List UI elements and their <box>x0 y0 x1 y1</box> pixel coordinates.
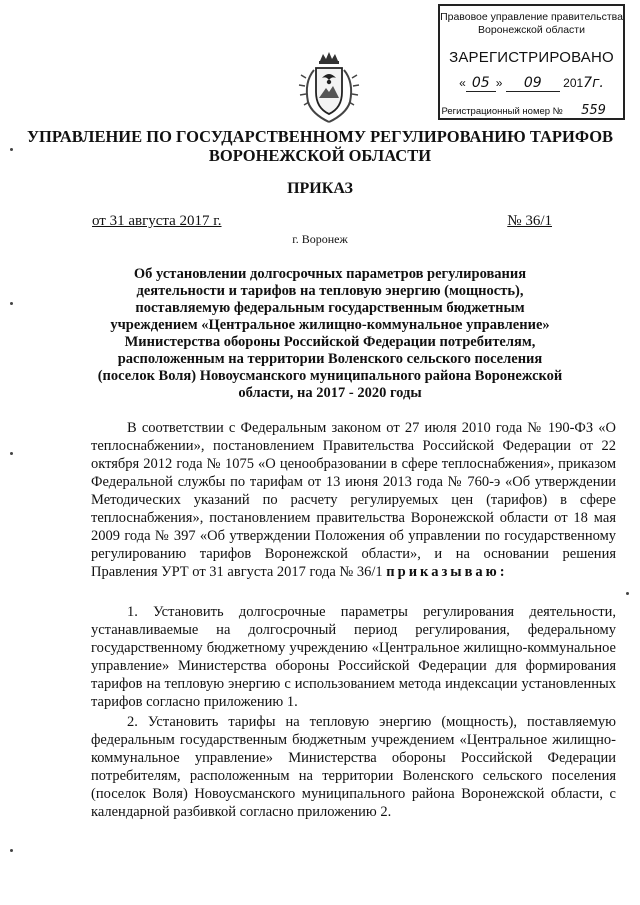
preamble-text: В соответствии с Федеральным законом от 27 июля 2010 года № 190-ФЗ «О теплоснабжении», постановлением Правительства Российской Федерации от 22 октября 2012 года № 1075 «О ценообразовании в сфере теплоснабжения», приказом Федеральной службы по тарифам от 13 июня 2013 года № 760-э «Об утверждении Методических указаний по расчету регулируемых цен (тарифов) в сфере теплоснабжения», постановлением правительства Воронежской области от 18 мая 2009 года № 397 «Об утверждении Положения об управлении по государственному регулированию тарифов Воронежской области», и на основании решения Правления УРТ от 31 августа 2017 года № 36/1 <box>91 420 616 580</box>
stamp-month: 09 <box>506 75 560 92</box>
order-item-1: 1. Установить долгосрочные параметры регулирования деятельности, устанавливаемые на долгосрочный период регулирования, федеральному государственному бюджетному учреждению «Центральное жилищно-коммунальное управление» Министерства обороны Российской Федерации для формирования тарифов на тепловую энергию с использованием метода индексации установленных тарифов согласно приложению 1. <box>91 604 616 710</box>
document-type: ПРИКАЗ <box>287 180 353 197</box>
order-item-2: 2. Установить тарифы на тепловую энергию (мощность), поставляемую федеральным государственным бюджетным учреждением «Центральное жилищно-коммунальное управление» Министерства обороны Российской Федерации потребителям, расположенным на территории Воленского сельского поселения (поселок Воля) Новоусманского муниципального района Воронежской области, с календарной разбивкой согласно приложению 2. <box>91 714 616 820</box>
scan-speck <box>10 452 13 455</box>
scan-speck <box>626 592 629 595</box>
stamp-org: Правовое управление правительства Воронежской области <box>440 11 623 36</box>
stamp-reg-value: 559 <box>566 103 622 119</box>
registration-stamp <box>438 4 625 120</box>
order-date: от 31 августа 2017 г. <box>92 213 222 229</box>
stamp-year-prefix: 201 <box>563 76 584 90</box>
city: г. Воронеж <box>292 232 348 246</box>
order-subject: Об установлении долгосрочных параметров регулирования деятельности и тарифов на тепловую энергию (мощность), поставляемую федеральным государственным бюджетным учреждением «Центральное жилищно-коммунальное управление» Министерства обороны Российской Федерации потребителям, расположенным на территории Воленского сельского поселения (поселок Воля) Новоусманского муниципального района Воронежской области, на 2017 - 2020 годы <box>97 266 563 401</box>
coat-of-arms-icon <box>298 52 360 124</box>
stamp-day: 05 <box>466 75 496 92</box>
scan-speck <box>10 302 13 305</box>
agency-name: УПРАВЛЕНИЕ ПО ГОСУДАРСТВЕННОМУ РЕГУЛИРОВАНИЮ ТАРИФОВ ВОРОНЕЖСКОЙ ОБЛАСТИ <box>26 127 614 165</box>
stamp-status: ЗАРЕГИСТРИРОВАНО <box>449 49 614 66</box>
preamble <box>91 419 616 581</box>
order-number: № 36/1 <box>507 213 552 229</box>
stamp-reg-label: Регистрационный номер № <box>441 106 563 117</box>
stamp-year-suffix: 7г. <box>583 75 604 91</box>
stamp-reg-number <box>440 103 623 119</box>
scan-speck <box>10 148 13 151</box>
scan-speck <box>10 849 13 852</box>
order-word: приказываю: <box>386 564 508 580</box>
stamp-date: « 05 » 09 2017г. <box>459 75 604 91</box>
